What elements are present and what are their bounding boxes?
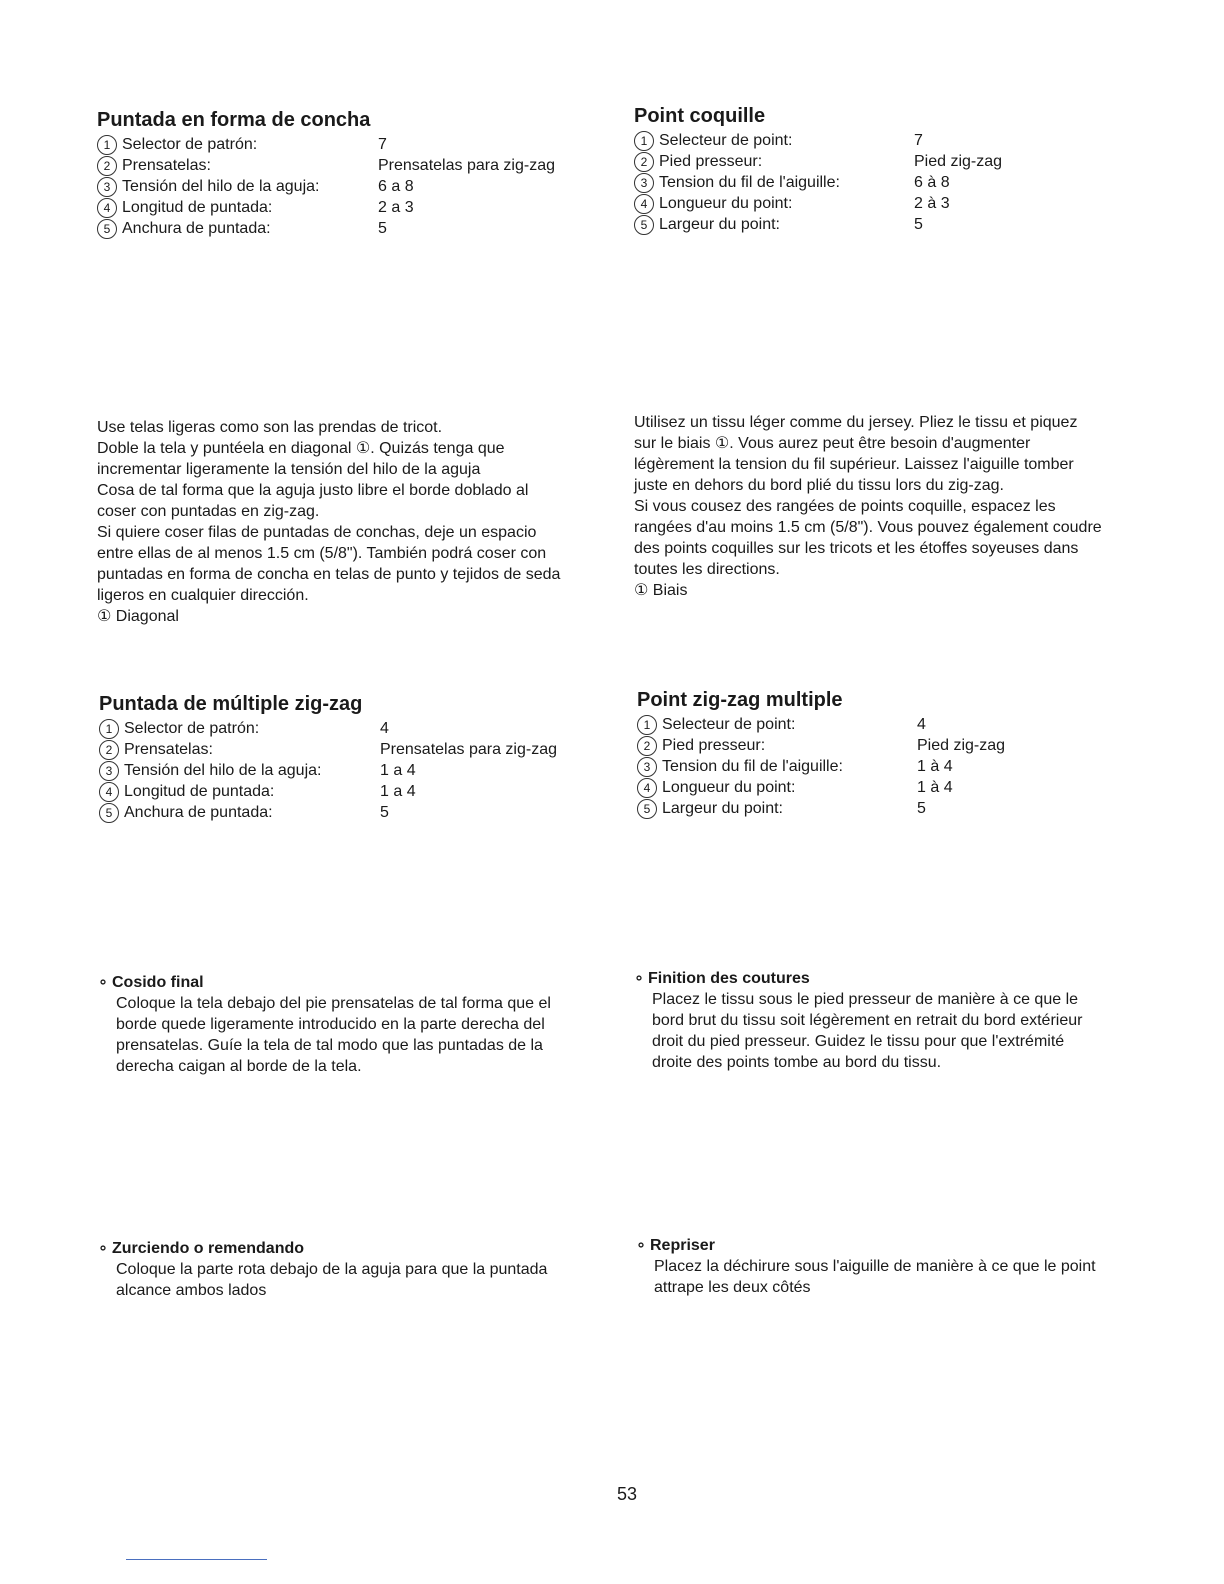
text-line: Use telas ligeras como son las prendas de tricot. <box>97 419 443 436</box>
bullet-icon: ∘ <box>98 1240 109 1257</box>
text-line: borde quede ligeramente introducido en la parte derecha del <box>116 1016 545 1033</box>
text-line: rangées d'au moins 1.5 cm (5/8"). Vous pouvez également coudre <box>634 519 1102 536</box>
text-line: Placez le tissu sous le pied presseur de manière à ce que le <box>652 991 1079 1008</box>
bullet-icon: ∘ <box>98 974 109 991</box>
setting-label: Prensatelas: <box>124 741 213 758</box>
divider-line <box>126 1559 267 1560</box>
text-line: entre ellas de al menos 1.5 cm (5/8"). También podrá coser con <box>97 545 547 562</box>
setting-value: 6 a 8 <box>378 178 414 195</box>
fr-multi-settings <box>637 714 1177 819</box>
setting-row <box>99 718 619 739</box>
setting-label: Tension du fil de l'aiguille: <box>659 174 840 191</box>
setting-row <box>99 781 619 802</box>
text-line: derecha caigan al borde de la tela. <box>116 1058 362 1075</box>
fr-finish-heading <box>634 968 1174 989</box>
fr-shell-settings <box>634 130 1174 235</box>
setting-value: Prensatelas para zig-zag <box>378 157 555 174</box>
circle-4-icon: 4 <box>634 194 654 214</box>
setting-value: 1 à 4 <box>917 779 953 796</box>
setting-value: 7 <box>378 136 387 153</box>
setting-row <box>97 134 617 155</box>
text-line: puntadas en forma de concha en telas de punto y tejidos de seda <box>97 566 561 583</box>
text-line: Coloque la tela debajo del pie prensatelas de tal forma que el <box>116 995 551 1012</box>
setting-row <box>637 756 1177 777</box>
fr-darn-section <box>636 1235 1176 1298</box>
text-line: Placez la déchirure sous l'aiguille de manière à ce que le point <box>654 1258 1096 1275</box>
text-line: attrape les deux côtés <box>654 1279 811 1296</box>
setting-row <box>97 197 617 218</box>
text-line: alcance ambos lados <box>116 1282 267 1299</box>
fr-shell-section <box>634 104 1174 235</box>
text-line: prensatelas. Guíe la tela de tal modo que las puntadas de la <box>116 1037 543 1054</box>
setting-row <box>634 172 1174 193</box>
es-shell-settings <box>97 134 617 239</box>
text-line: Utilisez un tissu léger comme du jersey. Pliez le tissu et piquez <box>634 414 1078 431</box>
circle-1-icon: 1 <box>99 719 119 739</box>
setting-label: Tensión del hilo de la aguja: <box>124 762 322 779</box>
setting-value: 2 à 3 <box>914 195 950 212</box>
setting-value: 5 <box>917 800 926 817</box>
es-shell-title: Puntada en forma de concha <box>97 109 371 131</box>
heading-text: Finition des coutures <box>648 970 810 987</box>
setting-row <box>99 760 619 781</box>
es-multi-settings <box>99 718 619 823</box>
text-line: légèrement la tension du fil supérieur. Laissez l'aiguille tomber <box>634 456 1074 473</box>
es-darn-heading <box>98 1238 618 1259</box>
setting-row <box>634 193 1174 214</box>
setting-label: Largeur du point: <box>662 800 783 817</box>
text-line: incrementar ligeramente la tensión del hilo de la aguja <box>97 461 481 478</box>
setting-value: 4 <box>380 720 389 737</box>
circle-2-icon: 2 <box>634 152 654 172</box>
setting-label: Longitud de puntada: <box>122 199 273 216</box>
es-finish-heading <box>98 972 618 993</box>
setting-row <box>634 130 1174 151</box>
setting-value: Pied zig-zag <box>914 153 1003 170</box>
setting-label: Pied presseur: <box>659 153 763 170</box>
es-shell-instructions <box>97 417 617 627</box>
circle-4-icon: 4 <box>637 778 657 798</box>
setting-row <box>97 155 617 176</box>
circle-5-icon: 5 <box>99 803 119 823</box>
page-number: 53 <box>617 1484 638 1504</box>
circle-1-icon: 1 <box>634 131 654 151</box>
setting-row <box>637 714 1177 735</box>
setting-row <box>97 176 617 197</box>
setting-value: 5 <box>380 804 389 821</box>
setting-label: Longitud de puntada: <box>124 783 275 800</box>
setting-row <box>634 214 1174 235</box>
setting-value: 7 <box>914 132 923 149</box>
circle-1-icon: 1 <box>97 135 117 155</box>
circle-5-icon: 5 <box>634 215 654 235</box>
fr-multi-title: Point zig-zag multiple <box>637 689 843 711</box>
circle-5-icon: 5 <box>97 219 117 239</box>
setting-label: Selecteur de point: <box>662 716 796 733</box>
fr-shell-instructions <box>634 412 1174 601</box>
setting-value: 5 <box>378 220 387 237</box>
setting-label: Selecteur de point: <box>659 132 793 149</box>
text-line: Si quiere coser filas de puntadas de conchas, deje un espacio <box>97 524 537 541</box>
text-line: Cosa de tal forma que la aguja justo libre el borde doblado al <box>97 482 529 499</box>
circle-3-icon: 3 <box>99 761 119 781</box>
circle-4-icon: 4 <box>97 198 117 218</box>
text-line: Si vous cousez des rangées de points coquille, espacez les <box>634 498 1056 515</box>
fr-multi-section <box>637 688 1177 819</box>
setting-label: Longueur du point: <box>659 195 793 212</box>
es-multi-title: Puntada de múltiple zig-zag <box>99 693 363 715</box>
es-finish-section <box>98 972 618 1077</box>
setting-value: Prensatelas para zig-zag <box>380 741 557 758</box>
setting-value: 1 à 4 <box>917 758 953 775</box>
bullet-icon: ∘ <box>636 1237 647 1254</box>
fr-shell-title: Point coquille <box>634 105 766 127</box>
text-line: ① Diagonal <box>97 608 179 625</box>
text-line: ligeros en cualquier dirección. <box>97 587 309 604</box>
setting-label: Largeur du point: <box>659 216 780 233</box>
text-line: Doble la tela y puntéela en diagonal ①. Quizás tenga que <box>97 440 505 457</box>
circle-5-icon: 5 <box>637 799 657 819</box>
setting-value: 6 à 8 <box>914 174 950 191</box>
setting-row <box>97 218 617 239</box>
text-line: ① Biais <box>634 582 688 599</box>
text-line: juste en dehors du bord plié du tissu lors du zig-zag. <box>634 477 1004 494</box>
text-line: Coloque la parte rota debajo de la aguja para que la puntada <box>116 1261 548 1278</box>
setting-value: 1 a 4 <box>380 783 416 800</box>
circle-1-icon: 1 <box>637 715 657 735</box>
es-darn-section <box>98 1238 618 1301</box>
circle-3-icon: 3 <box>637 757 657 777</box>
setting-row <box>637 735 1177 756</box>
setting-label: Prensatelas: <box>122 157 211 174</box>
es-shell-section <box>97 108 617 239</box>
setting-row <box>99 802 619 823</box>
circle-2-icon: 2 <box>637 736 657 756</box>
setting-label: Tensión del hilo de la aguja: <box>122 178 320 195</box>
text-line: des points coquilles sur les tricots et les étoffes soyeuses dans <box>634 540 1079 557</box>
text-line: coser con puntadas en zig-zag. <box>97 503 320 520</box>
setting-label: Anchura de puntada: <box>124 804 273 821</box>
setting-label: Pied presseur: <box>662 737 766 754</box>
text-line: droite des points tombe au bord du tissu. <box>652 1054 942 1071</box>
text-line: droit du pied presseur. Guidez le tissu pour que l'extrémité <box>652 1033 1065 1050</box>
setting-row <box>634 151 1174 172</box>
text-line: sur le biais ①. Vous aurez peut être besoin d'augmenter <box>634 435 1031 452</box>
circle-4-icon: 4 <box>99 782 119 802</box>
bullet-icon: ∘ <box>634 970 645 987</box>
text-line: toutes les directions. <box>634 561 780 578</box>
setting-value: 2 a 3 <box>378 199 414 216</box>
setting-label: Selector de patrón: <box>122 136 258 153</box>
fr-finish-section <box>634 968 1174 1073</box>
setting-label: Tension du fil de l'aiguille: <box>662 758 843 775</box>
setting-value: Pied zig-zag <box>917 737 1006 754</box>
setting-label: Longueur du point: <box>662 779 796 796</box>
setting-value: 1 a 4 <box>380 762 416 779</box>
es-multi-section <box>99 692 619 823</box>
setting-row <box>637 777 1177 798</box>
setting-value: 5 <box>914 216 923 233</box>
circle-2-icon: 2 <box>97 156 117 176</box>
setting-value: 4 <box>917 716 926 733</box>
text-line: bord brut du tissu soit légèrement en retrait du bord extérieur <box>652 1012 1083 1029</box>
circle-2-icon: 2 <box>99 740 119 760</box>
circle-3-icon: 3 <box>634 173 654 193</box>
heading-text: Zurciendo o remendando <box>112 1240 305 1257</box>
setting-label: Selector de patrón: <box>124 720 260 737</box>
setting-label: Anchura de puntada: <box>122 220 271 237</box>
setting-row <box>637 798 1177 819</box>
heading-text: Cosido final <box>112 974 204 991</box>
heading-text: Repriser <box>650 1237 715 1254</box>
fr-darn-heading <box>636 1235 1176 1256</box>
circle-3-icon: 3 <box>97 177 117 197</box>
setting-row <box>99 739 619 760</box>
